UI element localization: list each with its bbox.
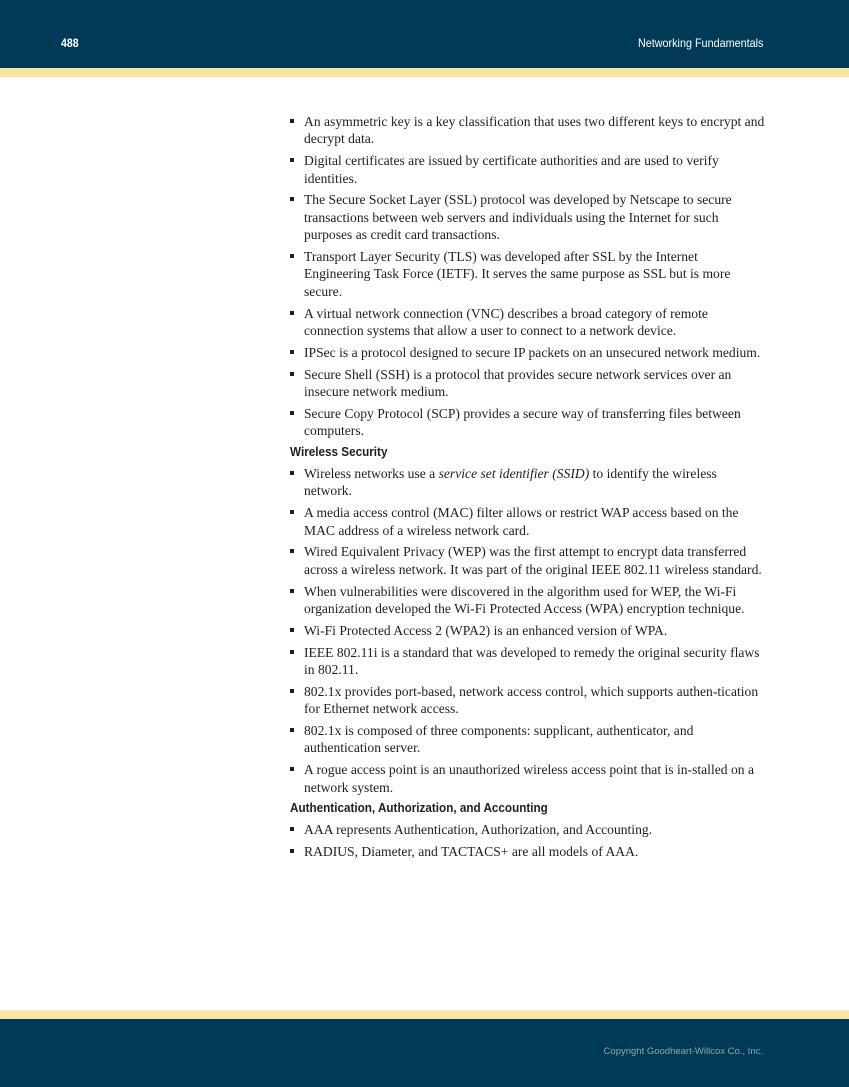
bullet-icon [290, 350, 294, 354]
header-stripe [0, 68, 849, 77]
term-ssid: service set identifier (SSID) [438, 466, 590, 482]
bullet-icon [290, 589, 294, 593]
list-item: A media access control (MAC) filter allows or restrict WAP access based on the MAC address of a wireless network card. [290, 504, 765, 539]
copyright-notice: Copyright Goodheart-Willcox Co., Inc. [603, 1046, 763, 1057]
list-item: IEEE 802.11i is a standard that was developed to remedy the original security flaws in 802.11. [290, 644, 765, 679]
list-item: When vulnerabilities were discovered in the algorithm used for WEP, the Wi-Fi organization developed the Wi-Fi Protected Access (WPA) encryption technique. [290, 583, 765, 618]
list-item: An asymmetric key is a key classification that uses two different keys to encrypt and decrypt data. [290, 113, 765, 148]
bullet-icon [290, 849, 294, 853]
bullet-icon [290, 767, 294, 771]
section-heading-wireless: Wireless Security [290, 444, 388, 460]
section-heading-aaa: Authentication, Authorization, and Accounting [290, 800, 548, 816]
list-item: Digital certificates are issued by certificate authorities and are used to verify identities. [290, 152, 765, 187]
bullet-icon [290, 728, 294, 732]
bullet-icon [290, 254, 294, 258]
bullet-icon [290, 411, 294, 415]
bullet-icon [290, 119, 294, 123]
list-item: IPSec is a protocol designed to secure IP packets on an unsecured network medium. [290, 344, 765, 361]
page-number: 488 [61, 36, 79, 50]
list-item: RADIUS, Diameter, and TACTACS+ are all models of AAA. [290, 843, 765, 860]
list-item: A rogue access point is an unauthorized wireless access point that is in-stalled on a network system. [290, 761, 765, 796]
wireless-list [290, 465, 765, 796]
page-body [290, 113, 765, 865]
list-item: Secure Shell (SSH) is a protocol that provides secure network services over an insecure network medium. [290, 366, 765, 401]
bullet-icon [290, 827, 294, 831]
bullet-icon [290, 158, 294, 162]
list-item: Secure Copy Protocol (SCP) provides a secure way of transferring files between computers. [290, 405, 765, 440]
header-bar [0, 0, 849, 68]
list-item: The Secure Socket Layer (SSL) protocol was developed by Netscape to secure transactions between web servers and individuals using the Internet for such purposes as credit card transactions. [290, 191, 765, 243]
bullet-icon [290, 372, 294, 376]
list-item: Wi-Fi Protected Access 2 (WPA2) is an enhanced version of WPA. [290, 622, 765, 639]
bullet-icon [290, 510, 294, 514]
list-item: Transport Layer Security (TLS) was developed after SSL by the Internet Engineering Task Force (IETF). It serves the same purpose as SSL but is more secure. [290, 248, 765, 300]
bullet-icon [290, 689, 294, 693]
bullet-icon [290, 549, 294, 553]
aaa-list [290, 821, 765, 860]
list-item: Wireless networks use a service set identifier (SSID) to identify the wireless network. [290, 465, 765, 500]
list-item: A virtual network connection (VNC) describes a broad category of remote connection systems that allow a user to connect to a network device. [290, 305, 765, 340]
list-item: AAA represents Authentication, Authorization, and Accounting. [290, 821, 765, 838]
bullet-icon [290, 197, 294, 201]
bullet-icon [290, 628, 294, 632]
intro-list [290, 113, 765, 440]
list-item: 802.1x provides port-based, network access control, which supports authen-tication for Ethernet network access. [290, 683, 765, 718]
bullet-icon [290, 650, 294, 654]
bullet-icon [290, 311, 294, 315]
running-title: Networking Fundamentals [637, 36, 763, 50]
footer-stripe [0, 1010, 849, 1019]
bullet-icon [290, 471, 294, 475]
list-item: 802.1x is composed of three components: supplicant, authenticator, and authentication server. [290, 722, 765, 757]
list-item: Wired Equivalent Privacy (WEP) was the first attempt to encrypt data transferred across a wireless network. It was part of the original IEEE 802.11 wireless standard. [290, 543, 765, 578]
